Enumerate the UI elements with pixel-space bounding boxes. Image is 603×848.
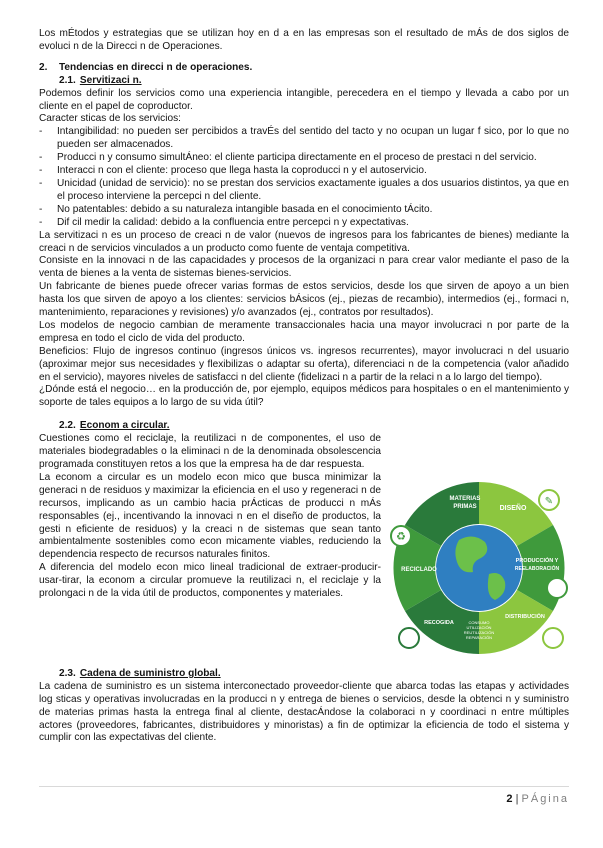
subsection-number: 2.3. bbox=[59, 667, 76, 679]
paragraph: Los modelos de negocio cambian de meramente transaccionales hacia una mayor involucraci n por parte de la empresa en todo el ciclo de vida del producto. bbox=[39, 319, 569, 344]
factory-icon bbox=[547, 578, 567, 598]
list-item: - Interacci n con el cliente: proceso que llega hasta la coproducci n y el autoservicio. bbox=[39, 165, 569, 178]
label-production: PRODUCCIÓN Y bbox=[515, 557, 559, 564]
pencil-symbol: ✎ bbox=[544, 495, 554, 507]
list-item: - Producci n y consumo simultÁneo: el cliente participa directamente en el proceso de prestaci n del servicio. bbox=[39, 152, 569, 165]
subsection-number: 2.2. bbox=[59, 420, 76, 432]
subsection-title: Cadena de suministro global. bbox=[79, 667, 221, 679]
characteristics-list bbox=[39, 126, 569, 229]
subsection-title: Servitizaci n. bbox=[79, 74, 142, 86]
question-paragraph: ¿Dónde está el negocio… en la producción de, por ejemplo, equipos médicos para hospitales o en el mantenimiento y soporte de tales equipos a lo largo de su vida útil? bbox=[39, 384, 569, 409]
paragraph: Un fabricante de bienes puede ofrecer varias formas de estos servicios, desde los que sirven de apoyo a un bien hasta los que sirven de apoyo a los clientes: servicios bÁsicos (ej., piezas de recambio), intermedios (ej., formaci n, mantenimiento, reparaciones y revisiones) y/o avanzados (ej., contratos por resultados). bbox=[39, 281, 569, 319]
label-raw-materials: MATERIAS bbox=[449, 495, 481, 502]
inner-label: REUTILIZACIÓN bbox=[463, 629, 495, 635]
label-collection: RECOGIDA bbox=[424, 619, 454, 626]
paragraph: A diferencia del modelo econ mico lineal tradicional de extraer-producir-usar-tirar, la econom a circular promueve la reutilizaci n, el reciclaje y la prolongaci n de la vida útil de productos, componentes y materiales. bbox=[39, 562, 381, 600]
page-number bbox=[506, 793, 569, 805]
recycle-symbol: ♻ bbox=[396, 529, 406, 543]
section-2-2-heading bbox=[59, 420, 569, 433]
section-2-1-heading bbox=[59, 75, 569, 88]
paragraph: La cadena de suministro es un sistema interconectado proveedor-cliente que abarca todas las etapas y actividades log sticas y operativas involucradas en la producci n y entrega de bienes o servicios, desde la obtenci n y suministro de materias primas hasta la entrega final al cliente, destacÁndose la colaboraci n y coordinaci n entre múltiples actores (proveedores, fabricantes, distribuidores y minoristas) a fin de optimizar la eficiencia de todo el sistema y cumplir con las expectativas del cliente. bbox=[39, 680, 569, 744]
document-page bbox=[39, 28, 569, 745]
list-item: - Dif cil medir la calidad: debido a la confluencia entre percepci n y expectativas. bbox=[39, 217, 569, 230]
page-separator: | bbox=[515, 793, 519, 805]
page-footer bbox=[39, 786, 569, 805]
paragraph: Podemos definir los servicios como una experiencia intangible, perecedera en el tiempo y llevada a cabo por un cliente en el papel de coproductor. bbox=[39, 87, 569, 112]
label-distribution: DISTRIBUCIÓN bbox=[505, 613, 545, 620]
paragraph: Caracter sticas de los servicios: bbox=[39, 113, 181, 125]
list-item: - No patentables: debido a su naturaleza intangible basada en el conocimiento tÁcito. bbox=[39, 204, 569, 217]
intro-paragraph: Los mÉtodos y estrategias que se utilizan hoy en d a en las empresas son el resultado de mÁs de dos siglos de evoluci n de la Direcci n de Operaciones. bbox=[39, 28, 569, 52]
subsection-number: 2.1. bbox=[59, 74, 76, 86]
section-2-3-heading bbox=[59, 668, 569, 681]
page-label: PÁgina bbox=[521, 793, 569, 805]
label-reelaboration: REELABORACIÓN bbox=[514, 565, 560, 572]
list-item: - Intangibilidad: no pueden ser percibidos a travÉs del sentido del tacto y no ocupan un lugar f sico, por lo que no pueden ser almacenados. bbox=[39, 126, 569, 152]
paragraph: Consiste en la innovaci n de las capacidades y procesos de la organizaci n para crear valor mediante el paso de la venta de bienes a la venta de sistemas bienes-servicios. bbox=[39, 255, 569, 280]
circular-economy-block bbox=[39, 472, 569, 662]
label-recycling: RECICLADO bbox=[401, 566, 437, 573]
paragraph: Beneficios: Flujo de ingresos continuo (ingresos únicos vs. ingresos recurrentes), mayor involucraci n del usuario (aproximar mejor sus necesidades y flexibilizas o adaptar su oferta), diferenciaci n de la competencia (valor añadido en el servicio), mayores niveles de satisfacci n del cliente (fidelizaci n a partir de la relaci n a lo largo del tiempo). bbox=[39, 345, 569, 383]
truck-icon bbox=[543, 628, 563, 648]
label-raw-materials-2: PRIMAS bbox=[453, 503, 477, 510]
label-design: DISEÑO bbox=[499, 504, 527, 512]
text-column bbox=[39, 472, 381, 601]
subsection-title: Econom a circular. bbox=[79, 420, 170, 432]
circular-economy-diagram bbox=[389, 478, 569, 658]
section-number: 2. bbox=[39, 61, 48, 73]
section-title: Tendencias en direcci n de operaciones. bbox=[59, 61, 253, 73]
section-2-heading bbox=[39, 62, 569, 75]
inner-label: CONSUMO bbox=[468, 619, 490, 625]
globe-icon bbox=[436, 525, 522, 611]
inner-label: REPARACIÓN bbox=[465, 634, 493, 640]
paragraph: Cuestiones como el reciclaje, la reutilizaci n de componentes, el uso de materiales biodegradables o la eliminaci n de la denominada obsolescencia programada constituyen retos a los que la empresa ha de dar respuesta. bbox=[39, 433, 381, 470]
page-number-value: 2 bbox=[506, 793, 513, 805]
paragraph: La econom a circular es un modelo econ mico que busca minimizar la generaci n de residuos y maximizar la eficiencia en el uso y regeneraci n de recursos, implicando as un cambio hacia prÁcticas de producci n mÁs responsables (ej., incentivando la innovaci n en el diseño de productos, la gesti n eficiente de residuos) y la creaci n de sistemas que sean tanto ambientalmente sostenibles como econ micamente viables, reduciendo la dependencia respecto de recursos naturales finitos. bbox=[39, 471, 381, 561]
inner-label: UTILIZACIÓN bbox=[466, 624, 492, 630]
trash-icon bbox=[399, 628, 419, 648]
list-item: - Unicidad (unidad de servicio): no se prestan dos servicios exactamente iguales a dos usuarios distintos, ya que en el proceso interviene la percepci n del cliente. bbox=[39, 178, 569, 204]
paragraph: La servitizaci n es un proceso de creaci n de valor (nuevos de ingresos para los fabricantes de bienes) mediante la creaci n de servicios vinculados a un producto como fuente de ventaja competitiva. bbox=[39, 229, 569, 254]
